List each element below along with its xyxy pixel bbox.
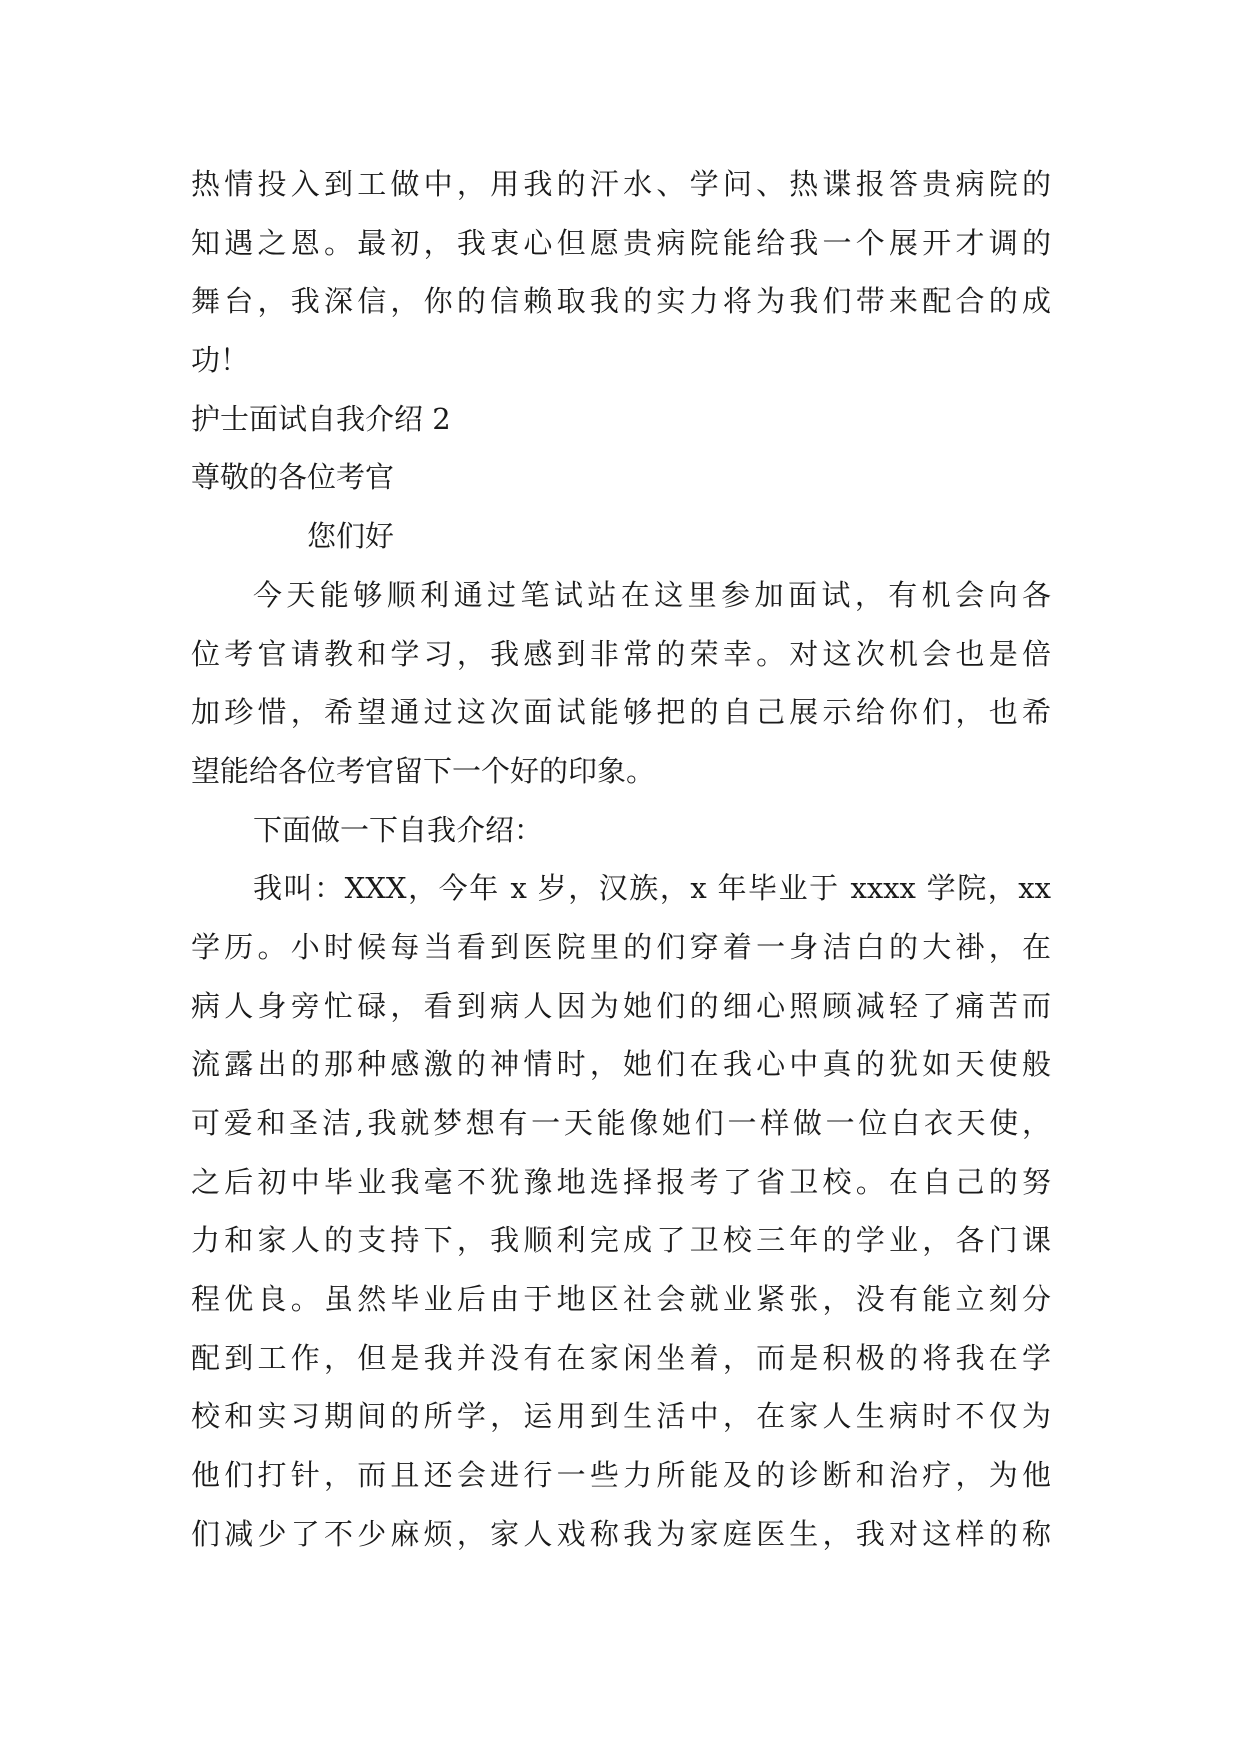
text-line: 我叫：XXX，今年 x 岁，汉族，x 年毕业于 xxxx 学院，xx bbox=[253, 871, 1051, 906]
text-line: 流露出的那种感激的神情时，她们在我心中真的犹如天使般 bbox=[191, 1047, 1051, 1082]
text-line: 程优良。虽然毕业后由于地区社会就业紧张，没有能立刻分 bbox=[191, 1282, 1051, 1317]
paragraph-closing bbox=[191, 155, 1051, 390]
text-line: 病人身旁忙碌，看到病人因为她们的细心照顾减轻了痛苦而 bbox=[191, 988, 1051, 1023]
text-line: 位考官请教和学习，我感到非常的荣幸。对这次机会也是倍 bbox=[191, 636, 1051, 671]
text-line: 配到工作，但是我并没有在家闲坐着，而是积极的将我在学 bbox=[191, 1340, 1051, 1375]
document-body bbox=[191, 155, 1051, 1564]
text-line: 可爱和圣洁,我就梦想有一天能像她们一样做一位白衣天使， bbox=[191, 1106, 1051, 1140]
text-line: 功！ bbox=[191, 343, 250, 378]
greeting: 您们好 bbox=[307, 519, 395, 554]
text-line: 学历。小时候每当看到医院里的们穿着一身洁白的大褂，在 bbox=[191, 929, 1051, 964]
paragraph-opening bbox=[191, 566, 1051, 801]
text-line: 之后初中毕业我毫不犹豫地选择报考了省卫校。在自己的努 bbox=[191, 1164, 1051, 1199]
text-line: 校和实习期间的所学，运用到生活中，在家人生病时不仅为 bbox=[191, 1399, 1051, 1434]
paragraph-intro-lead: 下面做一下自我介绍： bbox=[253, 812, 544, 847]
text-line: 力和家人的支持下，我顺利完成了卫校三年的学业，各门课 bbox=[191, 1223, 1051, 1258]
text-line: 们减少了不少麻烦，家人戏称我为家庭医生，我对这样的称 bbox=[191, 1516, 1051, 1551]
text-line: 望能给各位考官留下一个好的印象。 bbox=[191, 753, 656, 788]
text-line: 他们打针，而且还会进行一些力所能及的诊断和治疗，为他 bbox=[191, 1458, 1051, 1493]
text-line: 舞台，我深信，你的信赖取我的实力将为我们带来配合的成 bbox=[191, 284, 1051, 319]
text-line: 今天能够顺利通过笔试站在这里参加面试，有机会向各 bbox=[253, 577, 1051, 612]
text-line: 知遇之恩。最初，我衷心但愿贵病院能给我一个展开才调的 bbox=[191, 225, 1051, 260]
paragraph-self-introduction bbox=[191, 859, 1051, 1563]
salutation: 尊敬的各位考官 bbox=[191, 460, 395, 495]
text-line: 热情投入到工做中，用我的汗水、学问、热谍报答贵病院的 bbox=[191, 167, 1051, 201]
text-line: 加珍惜，希望通过这次面试能够把的自己展示给你们，也希 bbox=[191, 695, 1051, 730]
section-heading: 护士面试自我介绍 2 bbox=[191, 401, 451, 436]
